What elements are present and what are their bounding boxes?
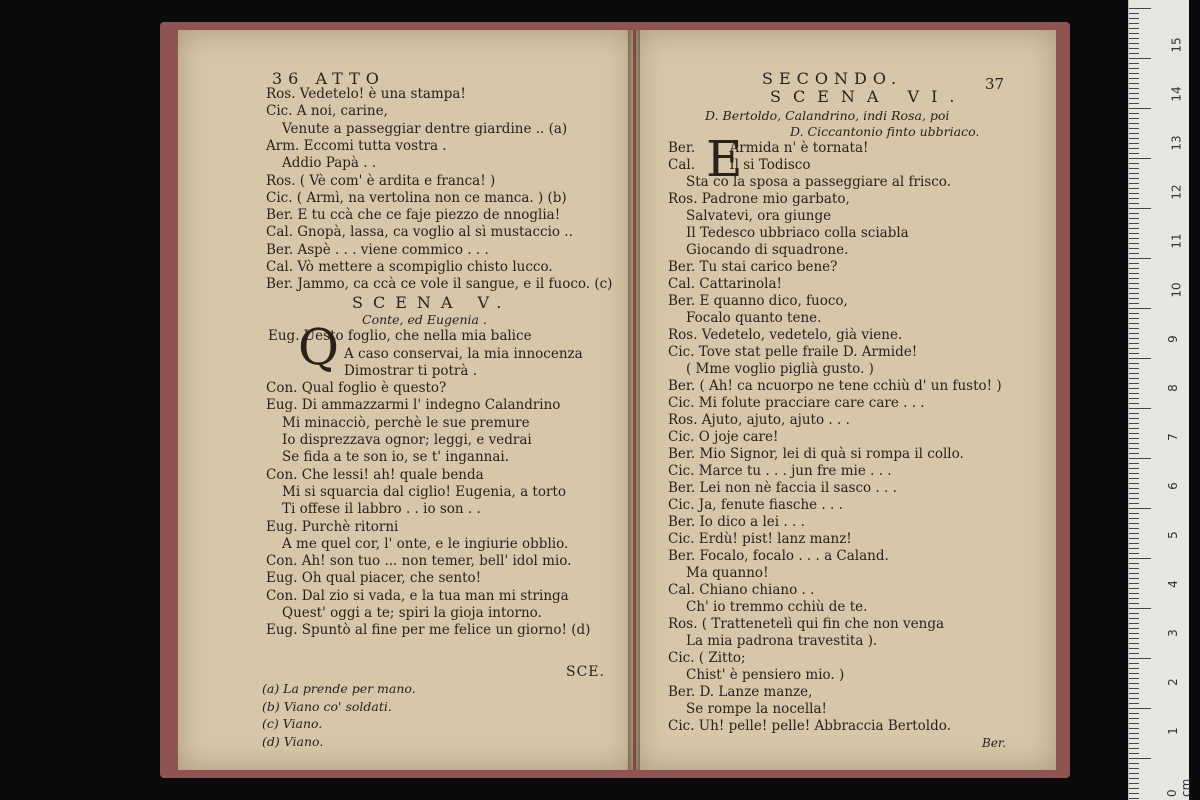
ruler-tick	[1129, 563, 1139, 564]
ruler-tick	[1129, 788, 1139, 789]
text-line: Dimostrar ti potrà .	[344, 362, 477, 379]
ruler-tick	[1129, 23, 1139, 24]
ruler-tick	[1129, 703, 1139, 704]
ruler-tick	[1129, 248, 1139, 249]
text-line: Sta co la sposa a passeggiare al frisco.	[686, 174, 951, 190]
ruler-tick	[1129, 238, 1139, 239]
ruler-label: 9	[1165, 335, 1180, 343]
text-line: Arm. Eccomi tutta vostra .	[266, 137, 447, 154]
ruler-tick	[1129, 233, 1139, 234]
ruler-tick	[1129, 798, 1139, 799]
ruler-tick	[1129, 648, 1139, 649]
ruler-tick	[1129, 268, 1139, 269]
text-line: Cic. Marce tu . . . jun fre mie . . .	[668, 463, 892, 479]
text-line: ( Mme voglio piglià gusto. )	[686, 361, 874, 377]
text-line: Ber. Mio Signor, lei di quà si rompa il collo.	[668, 446, 964, 462]
ruler-tick	[1129, 438, 1139, 439]
text-line: La mia padrona travestita ).	[686, 633, 878, 649]
ruler-tick	[1129, 358, 1151, 359]
text-line: Cic. ( Armì, na vertolina non ce manca. ) (b)	[266, 189, 567, 206]
ruler-label: 13	[1169, 135, 1184, 151]
ruler-tick	[1129, 148, 1139, 149]
ruler-tick	[1129, 243, 1139, 244]
ruler-tick	[1129, 478, 1139, 479]
ruler-label: 5	[1165, 531, 1180, 539]
ruler-tick	[1129, 298, 1139, 299]
ruler-tick	[1129, 343, 1139, 344]
text-line: Eug. Di ammazzarmi l' indegno Calandrino	[266, 397, 561, 414]
ruler-tick	[1129, 743, 1139, 744]
ruler-tick	[1129, 333, 1139, 334]
text-line: Mi minacciò, perchè le sue premure	[282, 414, 530, 431]
text-line: Ber.	[982, 736, 1007, 750]
ruler-tick	[1129, 443, 1139, 444]
ruler-tick	[1129, 533, 1139, 534]
ruler-tick	[1129, 218, 1139, 219]
text-line: Ros. Vedetelo! è una stampa!	[266, 86, 466, 102]
ruler-label: 8	[1165, 384, 1180, 392]
ruler-tick	[1129, 108, 1151, 109]
ruler-tick	[1129, 468, 1139, 469]
ruler-tick	[1129, 708, 1151, 709]
ruler-tick	[1129, 603, 1139, 604]
ruler-tick	[1129, 338, 1139, 339]
ruler-label: 4	[1165, 580, 1180, 588]
text-line: Ros. Padrone mio garbato,	[668, 191, 850, 207]
ruler-tick	[1129, 378, 1139, 379]
ruler-tick	[1129, 303, 1139, 304]
ruler-tick	[1129, 583, 1139, 584]
ruler-tick	[1129, 548, 1139, 549]
ruler-tick	[1129, 78, 1139, 79]
ruler-tick	[1129, 783, 1139, 784]
ruler-label: 15	[1169, 37, 1184, 53]
ruler-tick	[1129, 368, 1139, 369]
text-line: Cal. Chiano chiano . .	[668, 582, 815, 598]
ruler-label: 11	[1169, 233, 1184, 249]
ruler-tick	[1129, 763, 1139, 764]
ruler-tick	[1129, 253, 1139, 254]
ruler-tick	[1129, 693, 1139, 694]
text-line: (b) Viano co' soldati.	[262, 698, 392, 714]
ruler-tick	[1129, 143, 1139, 144]
text-line: Venute a passeggiar dentre giardine .. (a)	[282, 120, 568, 137]
ruler-tick	[1129, 508, 1151, 509]
text-line: Ber. Lei non nè faccia il sasco . . .	[668, 480, 897, 496]
ruler-tick	[1129, 353, 1139, 354]
ruler-tick	[1129, 598, 1139, 599]
ruler-tick	[1129, 228, 1139, 229]
ruler-tick	[1129, 198, 1139, 199]
ruler-tick	[1129, 678, 1139, 679]
ruler-tick	[1129, 748, 1139, 749]
ruler-tick	[1129, 688, 1139, 689]
text-line: Ber. Io dico a lei . . .	[668, 514, 805, 530]
ruler-tick	[1129, 48, 1139, 49]
ruler-tick	[1129, 683, 1139, 684]
ruler-label: 14	[1169, 86, 1184, 102]
ruler-tick	[1129, 308, 1151, 309]
text-line: Ber. Aspè . . . viene commico . . .	[266, 241, 489, 258]
ruler-tick	[1129, 413, 1139, 414]
ruler-tick	[1129, 738, 1139, 739]
text-line: Ros. ( Trattenetelì qui fin che non venga	[668, 616, 945, 632]
text-line: Cal. Cattarinola!	[668, 276, 782, 292]
left-catchword: SCE.	[566, 664, 605, 680]
text-line: Giocando di squadrone.	[686, 242, 849, 258]
text-line: (a) La prende per mano.	[262, 681, 416, 696]
left-dropcap: Q	[298, 318, 339, 376]
ruler-tick	[1129, 328, 1139, 329]
text-line: Eug. Spuntò al fine per me felice un giorno! (d)	[266, 622, 591, 639]
text-line: Ber. Armida n' è tornata!	[668, 140, 869, 156]
left-page-header: 36 ATTO	[272, 69, 385, 88]
text-line: A caso conservai, la mia innocenza	[344, 345, 583, 362]
ruler-tick	[1129, 43, 1139, 44]
ruler-tick	[1129, 588, 1139, 589]
ruler-tick	[1129, 538, 1139, 539]
ruler-tick	[1129, 623, 1139, 624]
ruler-tick	[1129, 553, 1139, 554]
ruler-tick	[1129, 8, 1151, 9]
ruler-tick	[1129, 473, 1139, 474]
right-dropcap: E	[706, 130, 743, 188]
text-line: Cic. A noi, carine,	[266, 103, 388, 120]
right-cast-line-1: D. Bertoldo, Calandrino, indi Rosa, poi	[705, 108, 950, 123]
text-line: Cic. Uh! pelle! pelle! Abbraccia Bertoldo.	[668, 718, 951, 734]
ruler-tick	[1129, 98, 1139, 99]
ruler-tick	[1129, 618, 1139, 619]
text-line: Mi si squarcia dal ciglio! Eugenia, a torto	[282, 483, 566, 500]
text-line: Eug. Oh qual piacer, che sento!	[266, 570, 482, 587]
text-line: (c) Viano.	[262, 716, 323, 731]
ruler-tick	[1129, 193, 1139, 194]
ruler-tick	[1129, 203, 1139, 204]
ruler-tick	[1129, 523, 1139, 524]
text-line: Cic. Erdù! pist! lanz manz!	[668, 531, 852, 547]
ruler-tick	[1129, 568, 1139, 569]
text-line: SCENA V.	[352, 292, 512, 312]
ruler-tick	[1129, 153, 1139, 154]
ruler-label: 0 cm	[1165, 778, 1193, 797]
right-cast-line-2: D. Ciccantonio finto ubbriaco.	[790, 124, 980, 139]
ruler-label: 12	[1169, 184, 1184, 200]
ruler-tick	[1129, 33, 1139, 34]
text-line: Ros. ( Vè com' è ardita e franca! )	[266, 172, 496, 189]
ruler-tick	[1129, 453, 1139, 454]
ruler-label: 6	[1165, 482, 1180, 490]
text-line: Cal. Gnopà, lassa, ca voglio al sì mustaccio ..	[266, 224, 573, 241]
ruler-tick	[1129, 373, 1139, 374]
ruler-tick	[1129, 188, 1139, 189]
ruler-tick	[1129, 103, 1139, 104]
ruler-tick	[1129, 163, 1139, 164]
text-line: Cic. Mi folute pracciare care care . . .	[668, 395, 925, 411]
ruler-label: 10	[1169, 282, 1184, 298]
text-line: Ber. E tu ccà che ce faje piezzo de nnoglia!	[266, 207, 561, 224]
ruler-tick	[1129, 423, 1139, 424]
text-line: (d) Viano.	[262, 733, 324, 749]
ruler-tick	[1129, 448, 1139, 449]
ruler-tick	[1129, 223, 1139, 224]
ruler-tick	[1129, 138, 1139, 139]
text-line: Eug. Purchè ritorni	[266, 518, 399, 535]
ruler-tick	[1129, 638, 1139, 639]
ruler-tick	[1129, 728, 1139, 729]
ruler-tick	[1129, 13, 1139, 14]
ruler-tick	[1129, 573, 1139, 574]
ruler-tick	[1129, 758, 1151, 759]
ruler-tick	[1129, 388, 1139, 389]
text-line: Ber. Jammo, ca ccà ce vole il sangue, e il fuoco. (c)	[266, 276, 613, 293]
text-line: Con. Ah! son tuo ... non temer, bell' idol mio.	[266, 553, 572, 570]
ruler-tick	[1129, 83, 1139, 84]
ruler-tick	[1129, 158, 1151, 159]
ruler-tick	[1129, 288, 1139, 289]
ruler-tick	[1129, 73, 1139, 74]
ruler-tick	[1129, 698, 1139, 699]
text-line: Ber. Tu stai carico bene?	[668, 259, 838, 275]
text-line: Se rompe la nocella!	[686, 701, 827, 717]
ruler-tick	[1129, 293, 1139, 294]
ruler-tick	[1129, 463, 1139, 464]
ruler-tick	[1129, 628, 1139, 629]
text-line: A me quel cor, l' onte, e le ingiurie obblio.	[282, 535, 569, 552]
text-line: Cic. ( Zitto;	[668, 650, 746, 666]
ruler-tick	[1129, 653, 1139, 654]
text-line: Ma quanno!	[686, 565, 769, 581]
ruler-tick	[1129, 348, 1139, 349]
text-line: Con. Dal zio si vada, e la tua man mi stringa	[266, 587, 569, 604]
ruler-tick	[1129, 183, 1139, 184]
ruler-tick	[1129, 428, 1139, 429]
text-line: Salvatevi, ora giunge	[686, 208, 832, 224]
text-line: Ber. D. Lanze manze,	[668, 684, 813, 700]
ruler-tick	[1129, 58, 1151, 59]
ruler-tick	[1129, 178, 1139, 179]
ruler-tick	[1129, 503, 1139, 504]
ruler-tick	[1129, 528, 1139, 529]
text-line: Ch' io tremmo cchiù de te.	[686, 599, 868, 615]
ruler-tick	[1129, 283, 1139, 284]
ruler-tick	[1129, 28, 1139, 29]
ruler-tick	[1129, 213, 1139, 214]
ruler-tick	[1129, 778, 1139, 779]
ruler-tick	[1129, 273, 1139, 274]
text-line: Chist' è pensiero mio. )	[686, 667, 845, 683]
text-line: Con. Che lessi! ah! quale benda	[266, 466, 484, 483]
right-page-header: SECONDO.	[762, 69, 903, 88]
ruler-tick	[1129, 63, 1139, 64]
ruler-tick	[1129, 363, 1139, 364]
ruler-tick	[1129, 723, 1139, 724]
ruler-tick	[1129, 518, 1139, 519]
text-line: Se fida a te son io, se t' ingannai.	[282, 449, 510, 466]
text-line: Il Tedesco ubbriaco colla sciabla	[686, 225, 909, 241]
right-page-number: 37	[985, 75, 1005, 93]
ruler-tick	[1129, 493, 1139, 494]
ruler-tick	[1129, 123, 1139, 124]
ruler-tick	[1129, 668, 1139, 669]
text-line: Io disprezzava ognor; leggi, e vedrai	[282, 432, 532, 448]
text-line: Ber. Focalo, focalo . . . a Caland.	[668, 548, 889, 564]
ruler-tick	[1129, 663, 1139, 664]
ruler-tick	[1129, 418, 1139, 419]
ruler-tick	[1129, 613, 1139, 614]
ruler-label: 3	[1165, 629, 1180, 637]
text-line: Cal. Il si Todisco	[668, 157, 811, 173]
right-scene-title: SCENA VI.	[770, 87, 967, 106]
ruler-tick	[1129, 93, 1139, 94]
ruler-tick	[1129, 168, 1139, 169]
text-line: Ber. E quanno dico, fuoco,	[668, 293, 848, 309]
ruler-label: 2	[1165, 678, 1180, 686]
ruler-tick	[1129, 543, 1139, 544]
ruler-tick	[1129, 498, 1139, 499]
ruler-tick	[1129, 18, 1139, 19]
ruler-tick	[1129, 768, 1139, 769]
ruler-tick	[1129, 393, 1139, 394]
ruler-tick	[1129, 403, 1139, 404]
ruler-tick	[1129, 118, 1139, 119]
ruler-tick	[1129, 208, 1151, 209]
text-line: Eug. Uesto foglio, che nella mia balice	[268, 328, 532, 345]
text-line: Focalo quanto tene.	[686, 310, 822, 326]
ruler-tick	[1129, 318, 1139, 319]
text-line: Cic. Tove stat pelle fraile D. Armide!	[668, 344, 918, 360]
ruler-tick	[1129, 433, 1139, 434]
ruler-tick	[1129, 408, 1151, 409]
text-line: Ti offese il labbro . . io son . .	[282, 501, 481, 518]
ruler-tick	[1129, 753, 1139, 754]
ruler-tick	[1129, 68, 1139, 69]
ruler-tick	[1129, 53, 1139, 54]
text-line: Ros. Ajuto, ajuto, ajuto . . .	[668, 412, 850, 428]
ruler-tick	[1129, 608, 1151, 609]
book-gutter	[628, 30, 640, 770]
ruler-tick	[1129, 483, 1139, 484]
ruler-tick	[1129, 713, 1139, 714]
ruler-tick	[1129, 718, 1139, 719]
ruler-tick	[1129, 643, 1139, 644]
ruler-tick	[1129, 593, 1139, 594]
text-line: Ber. ( Ah! ca ncuorpo ne tene cchiù d' un fusto! )	[668, 378, 1002, 394]
ruler-label: 7	[1165, 433, 1180, 441]
ruler-tick	[1129, 88, 1139, 89]
text-line: Addio Papà . .	[282, 155, 377, 172]
ruler-tick	[1129, 458, 1151, 459]
ruler-tick	[1129, 128, 1139, 129]
ruler-tick	[1129, 488, 1139, 489]
ruler-tick	[1129, 398, 1139, 399]
ruler-tick	[1129, 658, 1151, 659]
ruler-tick	[1129, 513, 1139, 514]
ruler-tick	[1129, 113, 1139, 114]
text-line: Con. Qual foglio è questo?	[266, 380, 447, 397]
ruler-label: 1	[1165, 727, 1180, 735]
ruler-tick	[1129, 558, 1151, 559]
ruler-tick	[1129, 793, 1139, 794]
ruler-tick	[1129, 173, 1139, 174]
ruler-tick	[1129, 633, 1139, 634]
ruler-tick	[1129, 733, 1139, 734]
ruler-tick	[1129, 263, 1139, 264]
ruler-tick	[1129, 278, 1139, 279]
ruler-tick	[1129, 673, 1139, 674]
ruler-tick	[1129, 313, 1139, 314]
ruler-tick	[1129, 383, 1139, 384]
text-line: Conte, ed Eugenia .	[362, 311, 487, 327]
text-line: Cic. Ja, fenute fiasche . . .	[668, 497, 843, 513]
text-line: Cal. Vò mettere a scompiglio chisto lucco.	[266, 259, 553, 275]
ruler-tick	[1129, 258, 1151, 259]
ruler-tick	[1129, 323, 1139, 324]
ruler-tick	[1129, 38, 1139, 39]
ruler-tick	[1129, 578, 1139, 579]
ruler-tick	[1129, 773, 1139, 774]
ruler-tick	[1129, 133, 1139, 134]
text-line: Cic. O joje care!	[668, 429, 779, 445]
text-line: Quest' oggi a te; spiri la gioja intorno.	[282, 605, 542, 621]
measuring-ruler	[1128, 0, 1193, 800]
text-line: Ros. Vedetelo, vedetelo, già viene.	[668, 327, 903, 343]
